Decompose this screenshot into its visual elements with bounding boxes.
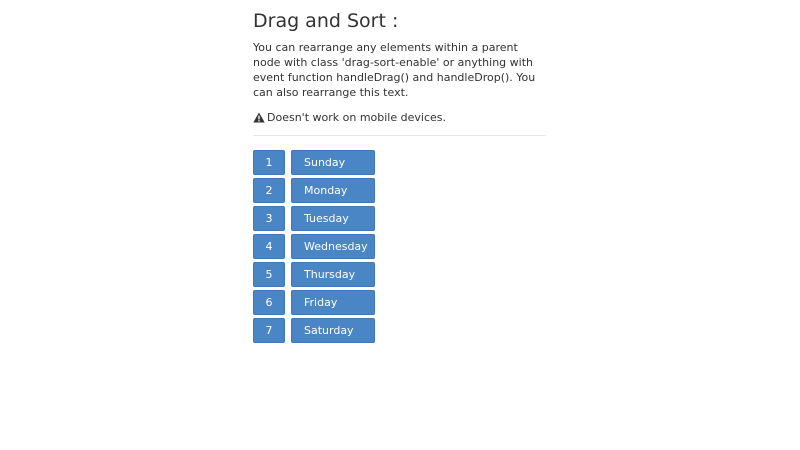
description-text[interactable]: You can rearrange any elements within a parent node with class 'drag-sort-enable' or anything with event function handleDrag() and handleDrop(). You can also rearrange this text. xyxy=(253,41,536,99)
day-button-saturday[interactable]: Saturday xyxy=(291,318,375,343)
number-button[interactable]: 4 xyxy=(253,234,285,259)
number-button[interactable]: 7 xyxy=(253,318,285,343)
warning-text: Doesn't work on mobile devices. xyxy=(267,111,446,124)
day-button-thursday[interactable]: Thursday xyxy=(291,262,375,287)
number-button[interactable]: 6 xyxy=(253,290,285,315)
number-button[interactable]: 3 xyxy=(253,206,285,231)
warning-triangle-icon xyxy=(253,112,265,123)
sort-row[interactable] xyxy=(253,150,547,175)
day-button-monday[interactable]: Monday xyxy=(291,178,375,203)
number-button[interactable]: 2 xyxy=(253,178,285,203)
mobile-warning xyxy=(253,110,547,125)
sort-row[interactable] xyxy=(253,290,547,315)
page-title: Drag and Sort : xyxy=(253,10,399,32)
sort-row[interactable] xyxy=(253,234,547,259)
sort-row[interactable] xyxy=(253,262,547,287)
day-button-friday[interactable]: Friday xyxy=(291,290,375,315)
sortable-list xyxy=(253,150,547,343)
number-button[interactable]: 1 xyxy=(253,150,285,175)
sort-row[interactable] xyxy=(253,206,547,231)
day-button-wednesday[interactable]: Wednesday xyxy=(291,234,375,259)
number-button[interactable]: 5 xyxy=(253,262,285,287)
day-button-tuesday[interactable]: Tuesday xyxy=(291,206,375,231)
sort-row[interactable] xyxy=(253,318,547,343)
divider xyxy=(253,135,546,136)
day-button-sunday[interactable]: Sunday xyxy=(291,150,375,175)
main-container xyxy=(253,0,547,346)
sort-row[interactable] xyxy=(253,178,547,203)
